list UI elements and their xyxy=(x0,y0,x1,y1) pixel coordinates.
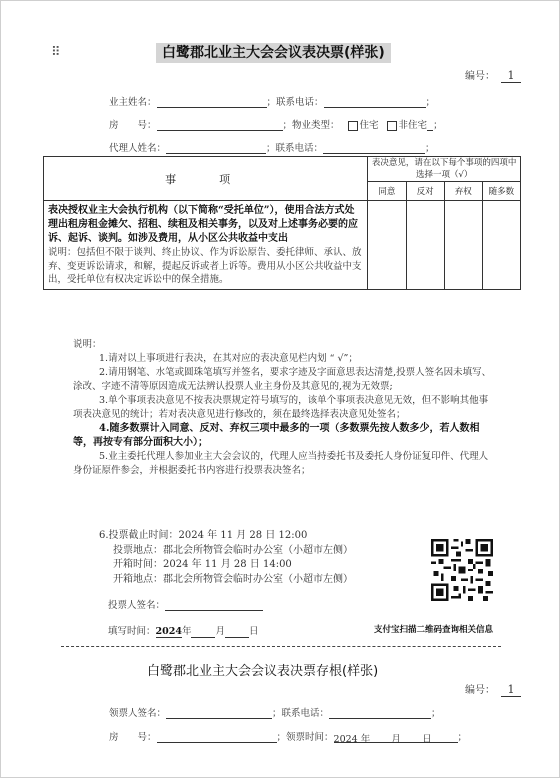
stub-room-field[interactable] xyxy=(157,731,277,743)
owner-phone-field[interactable] xyxy=(324,96,426,108)
cut-line xyxy=(61,646,501,647)
open-place: 开箱地点：郡北会所物管会临时办公室（小超市左侧） xyxy=(113,573,353,585)
note-3: 3.单个事项表决意见不按表决票规定符号填写的，该单个事项表决意见无效，但不影响其他事项表决意见的统计；若对表决意见进行修改的，须在最终选择表决意见处签名； xyxy=(73,395,489,420)
note-6-deadline: 6.投票截止时间：2024 年 11 月 28 日 12:00 xyxy=(99,530,308,541)
schedule-section xyxy=(99,529,353,587)
vote-cell-majority[interactable] xyxy=(482,201,520,290)
note-1: 1.请对以上事项进行表决，在其对应的表决意见栏内划 “ √”； xyxy=(99,353,358,364)
item-text: 表决授权业主大会执行机构（以下简称“受托单位”），使用合法方式处理出租房租金摊欠、招租、续租及相关事务，以及对上述事务必要的应诉、起诉、谈判。如涉及费用，从小区公共收益中支出 xyxy=(48,205,358,244)
vote-cell-oppose[interactable] xyxy=(406,201,444,290)
fill-day-field[interactable] xyxy=(225,626,249,638)
agent-row: 代理人姓名： ；联系电话： ； xyxy=(109,143,435,154)
stub-receiver-row: 领票人签名： ；联系电话： ； xyxy=(109,708,441,719)
owner-row: 业主姓名： ；联系电话： ； xyxy=(109,97,436,108)
agent-name-field[interactable] xyxy=(166,142,266,154)
notes-section xyxy=(73,338,493,478)
qr-code-icon[interactable] xyxy=(431,539,493,601)
stub-serial-number: 编号： 1 xyxy=(465,681,521,697)
serial-number: 编号： 1 xyxy=(465,67,521,83)
note-4: 4.随多数票计入同意、反对、弃权三项中最多的一项（多数票先按人数多少，若人数相等，再按专有部分面积大小）； xyxy=(73,423,480,448)
item-cell xyxy=(44,201,368,290)
serial-value[interactable]: 1 xyxy=(501,69,521,83)
stub-room-row: 房 号： ；领票时间：2024 年 月 日 ； xyxy=(109,732,468,745)
owner-name-field[interactable] xyxy=(157,96,267,108)
notes-heading: 说明： xyxy=(73,339,102,350)
vote-cell-abstain[interactable] xyxy=(444,201,482,290)
residential-checkbox[interactable] xyxy=(348,121,358,131)
note-2: 2.请用钢笔、水笔或圆珠笔填写并签名，要求字迹及字面意思表达清楚,投票人签名因未填写、涂改、字迹不清等原因造成无法辨认投票人业主身份及其意见的,视为无效票; xyxy=(73,367,492,392)
document-title: 白鹭郡北业主大会会议表决票(样张) xyxy=(156,43,391,63)
room-number-field[interactable] xyxy=(157,119,283,131)
voter-signature-field[interactable] xyxy=(165,599,263,611)
opinion-header: 表决意见，请在以下每个事项的四项中选择一项（√） xyxy=(368,157,521,182)
voter-signature-row: 投票人签名： xyxy=(108,597,263,611)
item-note: 说明：包括但不限于谈判、终止协议、作为诉讼原告、委托律师、承认、放弃、变更诉讼请求，和解，提起反诉或者上诉等。费用从小区公共收益中支出，受托单位有权决定诉讼中的保全措施。 xyxy=(48,247,362,286)
scan-hint: 支付宝扫描二维码查询相关信息 xyxy=(374,625,494,635)
stub-phone-field[interactable] xyxy=(329,707,431,719)
vote-place: 投票地点：郡北会所物管会临时办公室（小超市左侧） xyxy=(113,544,353,556)
item-header: 事 项 xyxy=(44,157,368,201)
choice-majority-header: 随多数 xyxy=(482,182,520,201)
drag-handle-icon[interactable]: ⠿ xyxy=(51,45,61,60)
choice-oppose-header: 反对 xyxy=(406,182,444,201)
choice-agree-header: 同意 xyxy=(368,182,406,201)
fill-year[interactable]: 2024 xyxy=(155,626,182,637)
stub-time-field[interactable]: 2024 年 月 日 xyxy=(334,731,458,743)
fill-time-row: 填写时间：2024年 月 日 xyxy=(108,626,259,637)
choice-abstain-header: 弃权 xyxy=(444,182,482,201)
note-5: 5.业主委托代理人参加业主大会会议的，代理人应当持委托书及委托人身份证复印件、代理人身份证原件参会，并根据委托书内容进行投票表决签名； xyxy=(73,451,489,476)
stub-serial-value[interactable]: 1 xyxy=(501,683,521,697)
non-residential-checkbox[interactable] xyxy=(387,121,397,131)
fill-month-field[interactable] xyxy=(191,626,215,638)
open-time: 开箱时间：2024 年 11 月 28 日 14:00 xyxy=(113,559,292,570)
vote-cell-agree[interactable] xyxy=(368,201,406,290)
stub-receiver-field[interactable] xyxy=(166,707,272,719)
room-row: 房 号： ；物业类型： 住宅 非住宅 ； xyxy=(109,120,443,131)
stub-title: 白鹭郡北业主大会会议表决票存根(样张) xyxy=(147,664,379,679)
agent-phone-field[interactable] xyxy=(323,142,425,154)
vote-table xyxy=(43,156,521,290)
